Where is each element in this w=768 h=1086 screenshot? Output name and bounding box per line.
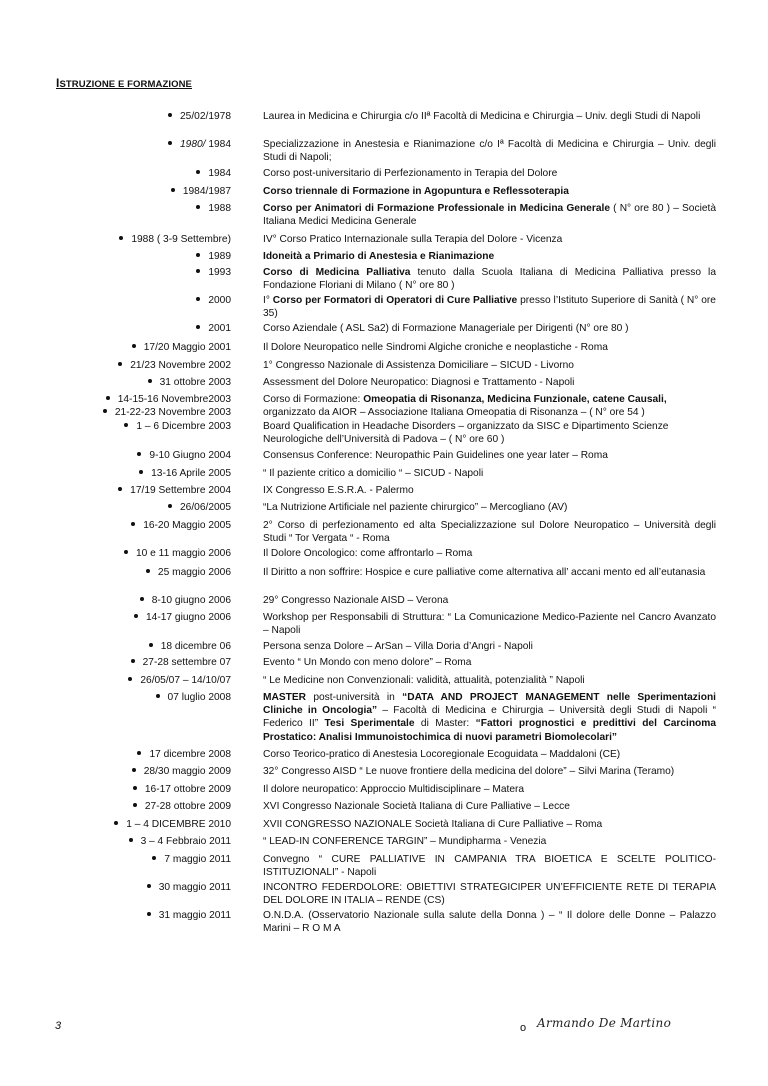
entry-date xyxy=(137,748,231,761)
description-segment: Evento “ Un Mondo con meno dolore” – Roma xyxy=(263,657,472,668)
entry-description xyxy=(263,594,716,607)
entry-date xyxy=(196,202,231,215)
bullet-icon xyxy=(168,504,172,508)
entry-description xyxy=(263,167,716,180)
entry-description xyxy=(263,393,716,406)
description-segment: Corso per Formatori di Operatori di Cure Palliative xyxy=(272,295,518,306)
entry-date-text: 3 – 4 Febbraio 2011 xyxy=(140,836,231,847)
entry-date xyxy=(139,467,231,480)
entry-description xyxy=(263,484,716,497)
entry-date xyxy=(146,566,231,579)
description-segment: Specializzazione in Anestesia e Rianimazione c/o Iª Facoltà di Medicina e Chirurgia – Univ. degli Studi di Napoli; xyxy=(263,139,716,164)
entry-description xyxy=(263,765,716,778)
bullet-icon xyxy=(168,113,172,117)
description-segment: tenuto dalla Scuola Italiana di Medicina Palliativa presso la Fondazione Floriani di Milano ( N° ore 80 ) xyxy=(263,267,716,292)
description-segment: Corso per Animatori di Formazione Professionale in Medicina Generale xyxy=(263,203,610,214)
description-segment: Il Dolore Neuropatico nelle Sindromi Algiche croniche e neoplastiche - Roma xyxy=(263,342,608,353)
bullet-icon xyxy=(171,188,175,192)
entry-description xyxy=(263,376,716,389)
bullet-icon xyxy=(131,522,135,526)
entry-description xyxy=(263,420,716,446)
bullet-icon xyxy=(139,470,143,474)
entry-date-text: 10 e 11 maggio 2006 xyxy=(136,548,231,559)
description-segment: Corso Teorico-pratico di Anestesia Locoregionale Ecoguidata – Maddaloni (CE) xyxy=(263,749,621,760)
entry-date-text: 1 – 6 Dicembre 2003 xyxy=(136,421,231,432)
entry-date-text: 1988 xyxy=(208,203,231,214)
entry-description xyxy=(263,322,716,335)
entry-date-text: 1988 ( 3-9 Settembre) xyxy=(131,234,231,245)
entry-date-text: 18 dicembre 06 xyxy=(160,641,231,652)
entry-date-text: 21-22-23 Novembre 2003 xyxy=(114,407,231,418)
bullet-icon xyxy=(133,803,137,807)
bullet-icon xyxy=(196,297,200,301)
entry-description xyxy=(263,640,716,653)
entry-description xyxy=(263,449,716,462)
description-segment: 1° Congresso Nazionale di Assistenza Domiciliare – SICUD - Livorno xyxy=(263,360,574,371)
entry-description xyxy=(263,835,716,848)
description-segment: di Master: xyxy=(414,718,476,730)
bullet-icon xyxy=(146,569,150,573)
description-segment: Persona senza Dolore – ArSan – Villa Doria d’Angri - Napoli xyxy=(263,641,533,652)
entry-date-text: 30 maggio 2011 xyxy=(158,882,231,893)
description-segment: MASTER xyxy=(263,692,307,703)
description-segment: Assessment del Dolore Neuropatico: Diagnosi e Trattamento - Napoli xyxy=(263,377,575,388)
entry-description xyxy=(263,547,716,560)
entry-date xyxy=(119,233,231,246)
entry-date-text: 31 ottobre 2003 xyxy=(159,377,231,388)
description-segment: INCONTRO FEDERDOLORE: OBIETTIVI STRATEGICIPER UN’EFFICIENTE RETE DI TERAPIA DEL DOLORE IN ITALIA – RENDE (CS) xyxy=(263,882,716,907)
bullet-icon xyxy=(132,768,136,772)
entry-date xyxy=(148,376,231,389)
entry-date xyxy=(140,594,231,607)
description-segment: Consensus Conference: Neuropathic Pain Guidelines one year later – Roma xyxy=(263,450,608,461)
description-segment: IX Congresso E.S.R.A. - Palermo xyxy=(263,485,414,496)
entry-description xyxy=(263,853,716,879)
bullet-icon xyxy=(128,677,132,681)
entry-date xyxy=(133,783,231,796)
entry-date-text: 25/02/1978 xyxy=(180,111,231,122)
entry-date-text: 1989 xyxy=(208,251,231,262)
description-segment: Tesi Sperimentale xyxy=(324,718,415,730)
description-segment: 29° Congresso Nazionale AISD – Verona xyxy=(263,595,449,606)
description-segment: 2° Corso di perfezionamento ed alta Specializzazione sul Dolore Neuropatico – Università degli Studi “ Tor Vergata “ - Roma xyxy=(263,520,716,545)
entry-description xyxy=(263,566,716,579)
entry-date-text: 27-28 ottobre 2009 xyxy=(144,801,231,812)
bullet-icon xyxy=(119,236,123,240)
description-segment: – Facoltà di Medicina e Chirurgia – Università degli Studi di Napoli “ Federico II” xyxy=(263,705,716,730)
bullet-icon xyxy=(137,452,141,456)
description-segment: XVII CONGRESSO NAZIONALE Società Italiana di Cure Palliative – Roma xyxy=(263,819,603,830)
bullet-icon xyxy=(129,838,133,842)
entry-date xyxy=(118,484,231,497)
bullet-icon xyxy=(196,269,200,273)
entry-description xyxy=(263,611,716,637)
bullet-icon xyxy=(124,423,128,427)
entry-date-text: 26/05/07 – 14/10/07 xyxy=(140,675,231,686)
bullet-icon xyxy=(140,597,144,601)
bullet-icon xyxy=(147,912,151,916)
bullet-icon xyxy=(152,856,156,860)
description-segment: post-università in xyxy=(306,692,403,703)
description-segment: O.N.D.A. (Osservatorio Nazionale sulla salute della Donna ) – “ Il dolore delle Donne – Palazzo Marini – R O M A xyxy=(263,910,716,935)
bullet-icon xyxy=(132,344,136,348)
entry-date xyxy=(168,501,231,514)
bullet-icon xyxy=(133,786,137,790)
entry-description xyxy=(263,467,716,480)
entry-date xyxy=(196,294,231,307)
description-segment: Corso di Formazione: xyxy=(263,394,364,405)
entry-description xyxy=(263,341,716,354)
bullet-icon xyxy=(124,550,128,554)
entry-date xyxy=(106,393,231,406)
entry-description xyxy=(263,185,716,198)
entry-date-text: 21/23 Novembre 2002 xyxy=(130,360,231,371)
bullet-icon xyxy=(149,643,153,647)
description-segment: Corso post-universitario di Perfezionamento in Terapia del Dolore xyxy=(263,168,558,179)
entry-date xyxy=(131,656,231,669)
description-segment: 32° Congresso AISD “ Le nuove frontiere della medicina del dolore” – Silvi Marina (Teramo) xyxy=(263,766,675,777)
entry-description xyxy=(263,748,716,761)
bullet-icon xyxy=(168,141,172,145)
description-segment: Idoneità a Primario di Anestesia e Rianimazione xyxy=(263,251,495,262)
description-segment: presso l’Istituto Superiore di Sanità ( N° ore 35) xyxy=(263,295,716,320)
description-segment: Corso di Medicina Palliativa xyxy=(263,267,411,278)
description-segment: “ Le Medicine non Convenzionali: validità, attualità, potenzialità ” Napoli xyxy=(263,675,585,686)
entry-date xyxy=(168,138,231,151)
bullet-icon xyxy=(118,487,122,491)
entry-description xyxy=(263,138,716,164)
entry-date xyxy=(147,881,231,894)
entry-date-text: 25 maggio 2006 xyxy=(157,567,231,578)
description-segment: Laurea in Medicina e Chirurgia c/o IIª Facoltà di Medicina e Chirurgia – Univ. degli Studi di Napoli xyxy=(263,111,701,122)
description-segment: “ Il paziente critico a domicilio “ – SICUD - Napoli xyxy=(263,468,484,479)
entry-date xyxy=(196,167,231,180)
entry-date-text: 17/19 Settembre 2004 xyxy=(130,485,231,496)
entry-date-text: 17 dicembre 2008 xyxy=(149,749,231,760)
description-segment: Corso Aziendale ( ASL Sa2) di Formazione Manageriale per Dirigenti (N° ore 80 ) xyxy=(263,323,629,334)
entry-date xyxy=(124,420,231,433)
entry-date-text: 28/30 maggio 2009 xyxy=(143,766,231,777)
bullet-icon xyxy=(156,694,160,698)
author-signature: Armando De Martino xyxy=(537,1016,672,1030)
title-initial: I xyxy=(56,76,60,90)
entry-date-text: 27-28 settembre 07 xyxy=(142,657,231,668)
entry-date-text: 17/20 Maggio 2001 xyxy=(143,342,231,353)
description-segment: IV° Corso Pratico Internazionale sulla Terapia del Dolore - Vicenza xyxy=(263,234,563,245)
entry-date-text: 13-16 Aprile 2005 xyxy=(151,468,231,479)
entry-date xyxy=(171,185,231,198)
entry-description xyxy=(263,800,716,813)
entry-date xyxy=(196,250,231,263)
entry-date xyxy=(156,691,231,704)
entry-date xyxy=(147,909,231,922)
entry-description xyxy=(263,674,716,687)
entry-description xyxy=(263,818,716,831)
entry-description xyxy=(263,202,716,228)
entry-date-text: 8-10 giugno 2006 xyxy=(151,595,231,606)
description-segment: I° xyxy=(263,295,273,306)
entry-date-text: 1984 xyxy=(208,168,231,179)
signature-mark: o xyxy=(520,1022,527,1034)
entry-date xyxy=(131,519,231,532)
entry-date xyxy=(168,110,231,123)
entry-date xyxy=(149,640,231,653)
bullet-icon xyxy=(114,821,118,825)
entry-description xyxy=(263,909,716,935)
description-segment: “ LEAD-IN CONFERENCE TARGIN” – Mundipharma - Venezia xyxy=(263,836,547,847)
entry-description xyxy=(263,110,716,123)
entry-date-text: 16-20 Maggio 2005 xyxy=(143,520,231,531)
entry-date xyxy=(124,547,231,560)
entry-date-text: 9-10 Giugno 2004 xyxy=(149,450,231,461)
bullet-icon xyxy=(106,396,110,400)
description-segment: Il Diritto a non soffrire: Hospice e cure palliative come alternativa all’ accani mento ed all’eutanasia xyxy=(263,567,706,578)
description-segment: Workshop per Responsabili di Struttura: “ La Comunicazione Medico-Paziente nel Cancro Avanzato – Napoli xyxy=(263,612,716,637)
entry-description xyxy=(263,294,716,320)
bullet-icon xyxy=(196,170,200,174)
entry-description xyxy=(263,266,716,292)
entry-date xyxy=(133,800,231,813)
entry-date-text: 14-17 giugno 2006 xyxy=(146,612,231,623)
entry-date-text: 7 maggio 2011 xyxy=(164,854,231,865)
bullet-icon xyxy=(134,614,138,618)
entry-date-text: 26/06/2005 xyxy=(180,502,231,513)
description-segment: “Fattori prognostici e predittivi del Carcinoma Prostatico: Analisi Immunoistochimica di nuovi parametri Biomolecolari” xyxy=(263,718,716,743)
entry-date xyxy=(196,266,231,279)
entry-description xyxy=(263,359,716,372)
entry-description xyxy=(263,233,716,246)
bullet-icon xyxy=(148,379,152,383)
description-segment: Il dolore neuropatico: Approccio Multidisciplinare – Matera xyxy=(263,784,525,795)
entry-date-text: 1 – 4 DICEMBRE 2010 xyxy=(126,819,231,830)
entry-date xyxy=(137,449,231,462)
entry-date xyxy=(152,853,231,866)
entry-date-text: 07 luglio 2008 xyxy=(167,692,231,703)
entry-date-text: 1984/1987 xyxy=(182,186,231,197)
page-number: 3 xyxy=(55,1020,62,1032)
title-rest: STRUZIONE E FORMAZIONE xyxy=(59,79,192,90)
description-segment: ( N° ore 80 ) – Società Italiana Medici Medicina Generale xyxy=(263,203,716,228)
entry-description xyxy=(263,519,716,545)
description-segment: “La Nutrizione Artificiale nel paziente chirurgico” – Mercogliano (AV) xyxy=(263,502,568,513)
entry-date xyxy=(128,674,231,687)
bullet-icon xyxy=(137,751,141,755)
description-segment: XVI Congresso Nazionale Società Italiana di Cure Palliative – Lecce xyxy=(263,801,570,812)
description-segment: “DATA AND PROJECT MANAGEMENT nelle Sperimentazioni Cliniche in Oncologia” xyxy=(263,692,717,717)
entry-date xyxy=(134,611,231,624)
entry-date-text: 14-15-16 Novembre2003 xyxy=(117,394,231,405)
entry-description xyxy=(263,656,716,669)
entry-date xyxy=(196,322,231,335)
bullet-icon xyxy=(196,325,200,329)
entry-date xyxy=(103,406,231,419)
entry-date-text: 2000 xyxy=(208,295,231,306)
entry-date xyxy=(118,359,231,372)
description-segment: Convegno “ CURE PALLIATIVE IN CAMPANIA TRA BIOETICA E SCELTE POLITICO-ISTITUZIONALI” - Napoli xyxy=(263,854,716,879)
entry-description xyxy=(263,783,716,796)
bullet-icon xyxy=(103,409,107,413)
entry-description xyxy=(263,691,716,744)
bullet-icon xyxy=(147,884,151,888)
entry-date xyxy=(132,341,231,354)
bullet-icon xyxy=(196,205,200,209)
bullet-icon xyxy=(118,362,122,366)
entry-description xyxy=(263,501,716,514)
entry-date xyxy=(129,835,231,848)
entry-date-text: 31 maggio 2011 xyxy=(158,910,231,921)
entry-description xyxy=(263,406,716,419)
bullet-icon xyxy=(196,253,200,257)
description-segment: Omeopatia di Risonanza, Medicina Funzionale, catene Causali, xyxy=(363,394,667,405)
description-segment: Board Qualification in Headache Disorders – organizzato da SISC e Dipartimento Scienze Neurologiche dell’Università di Padova – ( N° ore 60 ) xyxy=(263,421,669,446)
entry-date xyxy=(114,818,231,831)
description-segment: Corso triennale di Formazione in Agopuntura e Reflessoterapia xyxy=(263,186,569,197)
description-segment: organizzato da AIOR – Associazione Italiana Omeopatia di Risonanza – ( N° ore 54 ) xyxy=(263,407,645,418)
entry-description xyxy=(263,250,716,263)
entry-date xyxy=(132,765,231,778)
entry-date-text: 1980/ 1984 xyxy=(180,139,231,150)
entry-date-text: 16-17 ottobre 2009 xyxy=(144,784,231,795)
entry-date-text: 2001 xyxy=(208,323,231,334)
entry-date-text: 1993 xyxy=(208,267,231,278)
entry-description xyxy=(263,881,716,907)
description-segment: Il Dolore Oncologico: come affrontarlo – Roma xyxy=(263,548,473,559)
bullet-icon xyxy=(131,659,135,663)
